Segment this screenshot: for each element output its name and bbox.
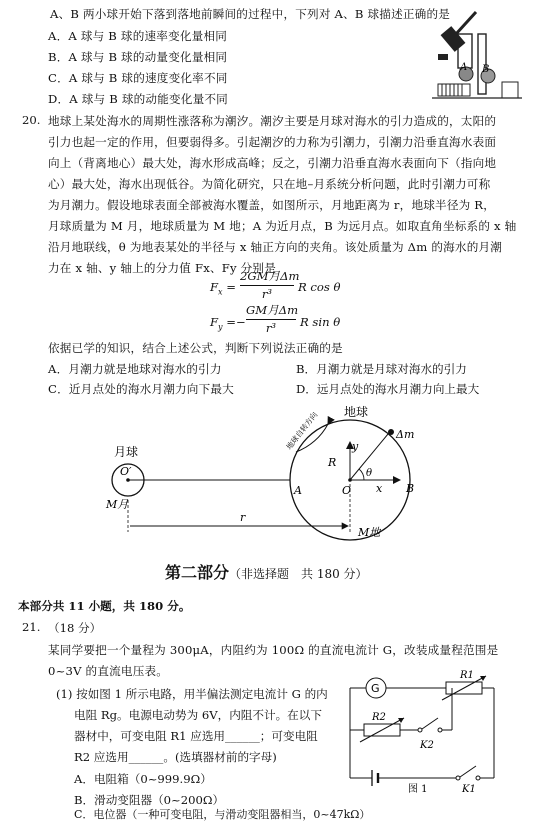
m-earth-label: M地 [358, 526, 381, 539]
x-axis-label: x [376, 482, 383, 495]
b-point-label: B [406, 482, 415, 495]
part2-intro: 本部分共 11 小题，共 180 分。 [18, 599, 191, 613]
q19-figure [432, 4, 522, 100]
q20-question: 依据已学的知识，结合上述公式，判断下列说法正确的是 [48, 341, 343, 355]
q20-line-2: 引力也起一定的作用，但要弱得多。引起潮汐的力称为引潮力，引潮力沿垂直海水表面 [48, 135, 497, 149]
q21-option-a: A．电阻箱（0~999.9Ω） [74, 772, 212, 786]
dm-point [388, 429, 394, 435]
q20-line-7: 沿月地联线，θ 为地表某处的半径与 x 轴正方向的夹角。该处质量为 Δm 的海水的月潮 [48, 240, 503, 254]
q21-score: （18 分） [48, 621, 102, 635]
earth-moon-diagram [100, 400, 440, 550]
q20-line-6: 月球质量为 M 月，地球质量为 M 地；A 为近月点，B 为远月点。如取直角坐标系的 x 轴 [48, 219, 517, 233]
a-point-label: A [294, 484, 302, 497]
moon-label: 月球 [114, 445, 139, 459]
q21-sub1-line-4: R2 应选用______。(选填器材前的字母) [74, 750, 277, 764]
o-prime-label: O′ [120, 465, 132, 478]
q21-sub1-line-2: 电阻 Rg。电源电动势为 6V，内阻不计。在以下 [74, 708, 322, 722]
k1-switch-icon [460, 766, 476, 777]
q21-option-c: C．电位器（一种可变电阻，与滑动变阻器相当，0~47kΩ） [74, 808, 371, 821]
y-axis-label: y [352, 440, 359, 453]
r1-label: R1 [460, 670, 474, 681]
q20-number: 20. [22, 113, 41, 127]
q21-sub1-line-3: 器材中，可变电阻 R1 应选用______；可变电阻 [74, 729, 318, 743]
earth-label: 地球 [344, 405, 369, 419]
q21-line-2: 0~3V 的直流电压表。 [48, 664, 169, 678]
o-label: O [342, 484, 352, 497]
q19-stem: A、B 两小球开始下落到落地前瞬间的过程中，下列对 A、B 球描述正确的是 [50, 7, 451, 21]
k2-label: K2 [420, 740, 434, 751]
part2-title: 第二部分 [165, 563, 230, 582]
q20-line-3: 向上（背离地心）最大处，海水形成高峰；反之，引潮力沿垂直海水表面向下（指向地 [48, 156, 497, 170]
ball-a-label: A [460, 62, 468, 73]
figure1-caption: 图 1 [408, 784, 428, 794]
q20-option-a: A．月潮力就是地球对海水的引力 [48, 362, 222, 376]
radius-label: R [328, 456, 337, 469]
q21-line-1: 某同学要把一个量程为 300μA，内阻约为 100Ω 的直流电流计 G，改装成量程范围是 [48, 643, 499, 657]
q19-option-b: B．A 球与 B 球的动量变化量相同 [48, 50, 228, 64]
part2-heading [165, 560, 368, 583]
r2-label: R2 [372, 712, 386, 723]
q19-option-d: D．A 球与 B 球的动能变化量不同 [48, 92, 228, 106]
k1-label: K1 [462, 784, 476, 794]
ball-b-label: B [482, 64, 490, 75]
q21-number: 21. [22, 620, 41, 634]
q20-option-b: B．月潮力就是月球对海水的引力 [296, 362, 467, 376]
q21-option-b: B．滑动变阻器（0~200Ω） [74, 793, 225, 807]
q20-option-c: C．近月点处的海水月潮力向下最大 [48, 382, 234, 396]
dm-label: Δm [396, 428, 415, 441]
part2-subtitle: （非选择题 共 180 分） [229, 567, 368, 581]
g-label: G [371, 682, 380, 695]
q19-option-c: C．A 球与 B 球的速度变化率不同 [48, 71, 228, 85]
q20-line-1: 地球上某处海水的周期性涨落称为潮汐。潮汐主要是月球对海水的引力造成的，太阳的 [48, 114, 497, 128]
m-moon-label: M月 [106, 498, 129, 511]
q20-line-8: 力在 x 轴、y 轴上的分力值 Fx、Fy 分别是 [48, 261, 277, 275]
k2-switch-icon [422, 718, 438, 729]
q19-option-a: A．A 球与 B 球的速率变化量相同 [48, 29, 228, 43]
circuit-figure [342, 668, 502, 794]
q21-sub1-line-1: (1) 按如图 1 所示电路，用半偏法测定电流计 G 的内 [56, 687, 328, 701]
r-distance-label: r [240, 511, 246, 524]
rotation-label: 地球自转方向 [284, 410, 320, 452]
q20-line-5: 为月潮力。假设地球表面全部被海水覆盖，如图所示，月地距离为 r，地球半径为 R， [48, 198, 496, 212]
q20-line-4: 心）最大处，海水出现低谷。为简化研究，只在地–月系统分析问题，此时引潮力可称 [48, 177, 491, 191]
q20-option-d: D．远月点处的海水月潮力向上最大 [296, 382, 480, 396]
theta-label: θ [366, 468, 373, 479]
